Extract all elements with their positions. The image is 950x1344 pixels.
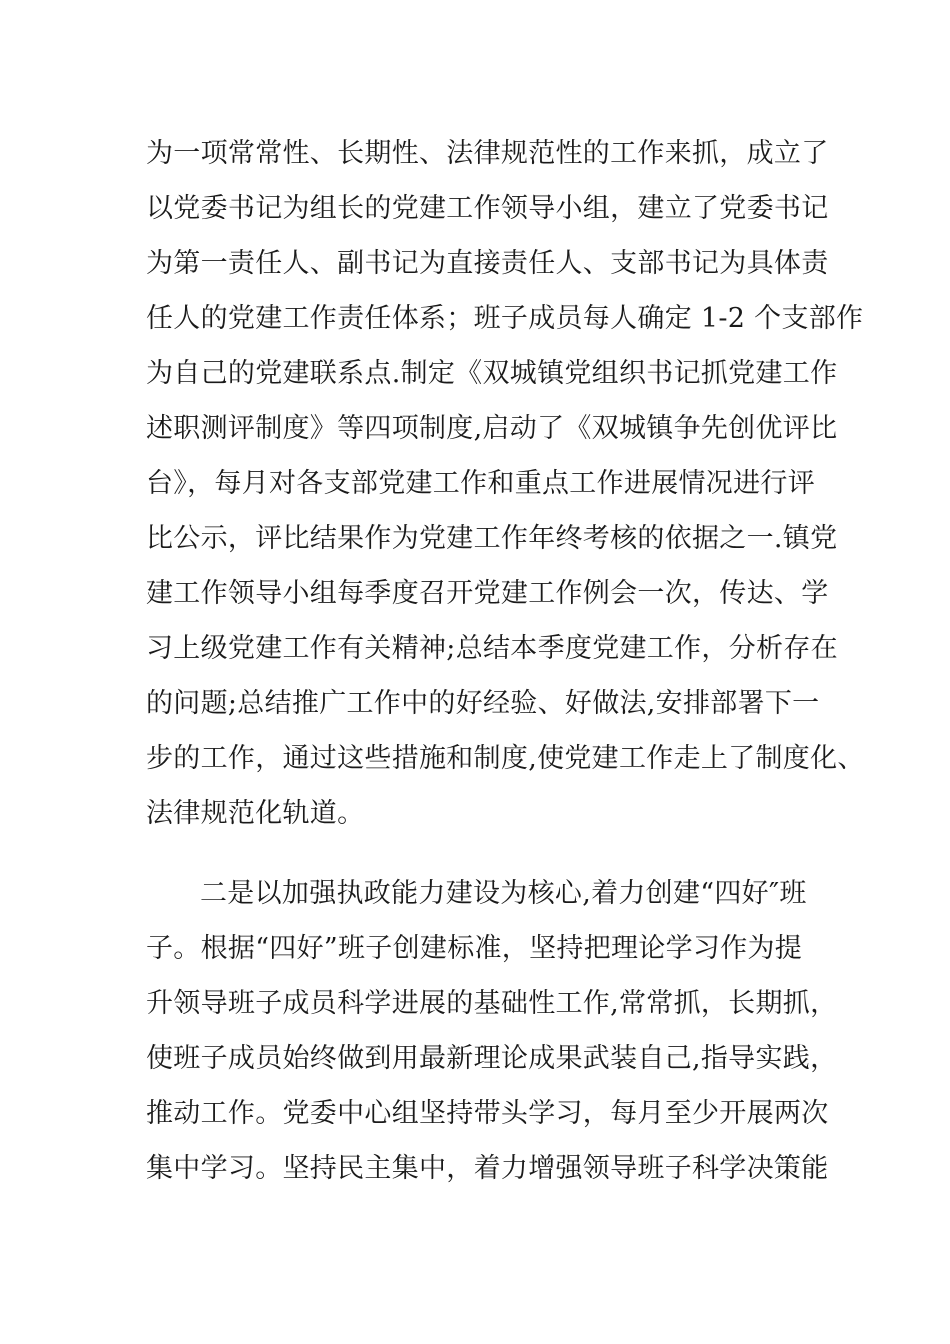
text-line: 为自己的党建联系点.制定《双城镇党组织书记抓党建工作 bbox=[146, 358, 838, 389]
text-line: 建工作领导小组每季度召开党建工作例会一次，传达、学 bbox=[146, 578, 829, 609]
text-line: 子。根据“四好”班子创建标准，坚持把理论学习作为提 bbox=[146, 933, 803, 964]
paragraph-first-line: 二是以加强执政能力建设为核心,着力创建“四好″班 bbox=[200, 878, 807, 909]
text-line: 法律规范化轨道。 bbox=[146, 798, 365, 829]
text-line: 集中学习。坚持民主集中，着力增强领导班子科学决策能 bbox=[146, 1153, 829, 1184]
text-line: 习上级党建工作有关精神;总结本季度党建工作，分析存在 bbox=[146, 633, 838, 664]
text-line: 比公示，评比结果作为党建工作年终考核的依据之一.镇党 bbox=[146, 523, 838, 554]
text-line: 升领导班子成员科学进展的基础性工作,常常抓，长期抓， bbox=[146, 988, 838, 1019]
text-line: 台》，每月对各支部党建工作和重点工作进展情况进行评 bbox=[146, 468, 815, 499]
text-line: 为一项常常性、长期性、法律规范性的工作来抓，成立了 bbox=[146, 138, 829, 169]
text-line: 为第一责任人、副书记为直接责任人、支部书记为具体责 bbox=[146, 248, 829, 279]
text-line: 以党委书记为组长的党建工作领导小组，建立了党委书记 bbox=[146, 193, 829, 224]
text-line: 使班子成员始终做到用最新理论成果武装自己,指导实践， bbox=[146, 1043, 838, 1074]
text-line: 步的工作，通过这些措施和制度,使党建工作走上了制度化、 bbox=[146, 743, 865, 774]
text-line: 述职测评制度》等四项制度,启动了《双城镇争先创优评比 bbox=[146, 413, 838, 444]
text-line: 的问题;总结推广工作中的好经验、好做法,安排部署下一 bbox=[146, 688, 820, 719]
text-line: 任人的党建工作责任体系；班子成员每人确定 1-2 个支部作 bbox=[146, 303, 864, 334]
text-line: 推动工作。党委中心组坚持带头学习，每月至少开展两次 bbox=[146, 1098, 829, 1129]
